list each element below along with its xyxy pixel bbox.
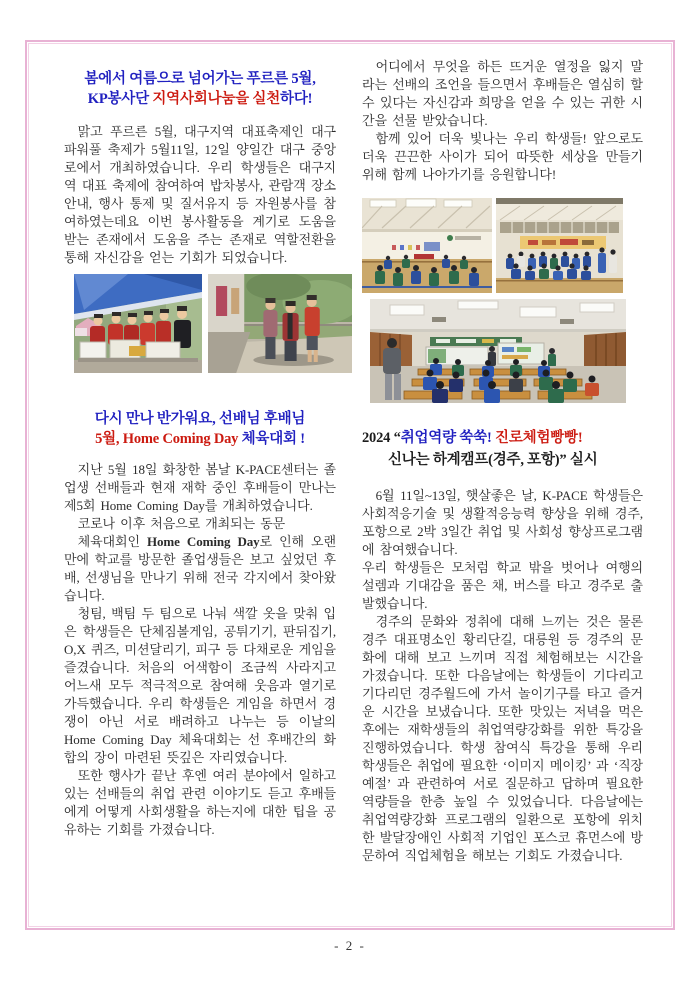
photo-gym-opening-ceremony — [362, 198, 492, 293]
article2-paragraph-6: 어디에서 무엇을 하든 뜨거운 열정을 잃지 말라는 선배의 조언을 들으면서 후배들은 열심히 할 수 있다는 자신감과 희망을 얻을 수 있는 귀한 시간을 선물 받았습니다. — [362, 59, 643, 128]
photo-gym-group-image — [496, 198, 623, 293]
article3-paragraph-1: 6월 11일~13일, 햇살좋은 날, K-PACE 학생들은 사회적응기술 및 생활적응능력 향상을 위해 경주, 포항으로 2박 3일간 취업 및 사회성 향상프로그램에 참여했습니다. — [362, 488, 643, 557]
photo-camp-lecture-room — [370, 299, 626, 403]
article3-title-line1: 2024 “취업역량 쑥쑥! 진로체험빵빵! — [362, 430, 583, 446]
article2-photo-row — [362, 198, 643, 293]
article2-title-line2: 5월, Home Coming Day 체육대회 ! — [95, 431, 305, 447]
article1-title-line1: 봄에서 여름으로 넘어가는 푸르른 5월, — [84, 71, 316, 87]
article2-paragraph-3: 체육대회인 Home Coming Day로 인해 오랜 만에 학교를 방문한 졸업생들은 보고 싶었던 후배, 선생님을 만나기 위해 전국 각지에서 찾아왔습니다. — [64, 534, 336, 603]
photo-volunteer-outdoor — [208, 274, 352, 373]
page-number: - 2 - — [334, 938, 366, 953]
article1-photo-row — [74, 274, 336, 373]
article1-paragraph: 맑고 푸르른 5월, 대구지역 대표축제인 대구 파워풀 축제가 5월11일, 12일 양일간 대구 중앙로에서 개최하였습니다. 우리 학생들은 대구지역 대표 축제에 참여하여 밥차봉사, 관람객 장소안내, 행사 통제 및 질서유지 등 자원봉사를 참여하였는데요 이번 봉사활동을 계기로 도움을 받는 존재에서 도움을 주는 존재로 역할전환을 통해 자신감을 얻는 기회가 되었습니다. — [64, 124, 336, 265]
article1-title-line2: KP봉사단 지역사회나눔을 실천하다! — [87, 91, 313, 107]
article3-paragraph-3: 경주의 문화와 정취에 대해 느끼는 것은 물론 경주 대표명소인 황리단길, 대릉원 등 경주의 문화에 대해 보고 느끼며 직접 체험해보는 시간을 가졌습니다. 또한 다음날에는 학생들이 기다리고 기다리던 경주월드에 가서 놀이기구를 타고 즐거운 시간을 보냈습니다. 또한 맛있는 저녁을 먹은 후에는 재학생들의 취업역량강화를 위한 특강을 진행하였습니다. 학생 참여식 특강을 통해 우리 학생들은 취업에 필요한 ‘이미지 메이킹’ 과 ‘직장 예절’ 과 관련하여 서로 질문하고 답하며 필요한 역량들을 한층 높일 수 있었습니다. 다음날에는 취업역량강화 프로그램의 일환으로 포항에 위치한 발달장애인 사회적 기업인 포스코 휴먼스에 방문하여 직업체험을 해보는 기회도 가졌습니다. — [362, 614, 643, 863]
article2-paragraph-7: 함께 있어 더욱 빛나는 우리 학생들! 앞으로도 더욱 끈끈한 사이가 되어 따뜻한 세상을 만들기 위해 함께 나아가기를 응원합니다! — [362, 131, 643, 182]
article2-paragraph-1: 지난 5월 18일 화창한 봄날 K-PACE센터는 졸업생 선배들과 현재 재학 중인 후배들이 만나는 제5회 Home Coming Day를 개최하였습니다. — [64, 462, 336, 513]
article2-title — [64, 409, 336, 449]
article3-paragraph-2: 우리 학생들은 모처럼 학교 밖을 벗어나 여행의 설렘과 기대감을 품은 채, 버스를 타고 경주로 출발했습니다. — [362, 560, 643, 611]
photo-camp-lecture-room-image — [370, 299, 626, 403]
photo-volunteer-tent — [74, 274, 202, 373]
article1-title — [64, 69, 336, 109]
article2-paragraph-2: 코로나 이후 처음으로 개최되는 동문 — [77, 516, 286, 531]
photo-gym-opening-image — [362, 198, 492, 293]
photo-volunteer-outdoor-image — [208, 274, 352, 373]
article3-title — [362, 427, 643, 471]
article2-title-line1: 다시 만나 반가워요, 선배님 후배님 — [94, 411, 306, 427]
photo-gym-group — [496, 198, 623, 293]
article2-paragraph-4: 청팀, 백팀 두 팀으로 나눠 색깔 옷을 맞춰 입은 학생들은 단체짐볼게임, 공튀기기, 판뒤집기, O,X 퀴즈, 미션달리기, 피구 등 다채로운 게임을 즐겼습니다. 처음의 어색함이 조금씩 사라지고 어느새 모두 적극적으로 참여해 웃음과 열기로 가득했습니다. 우리 학생들은 게임을 하면서 경쟁이 아닌 서로 배려하고 나누는 등 이날의 Home Coming Day 체육대회는 선 후배간의 화합의 장이 마련된 뜻깊은 자리였습니다. — [64, 606, 336, 765]
left-column — [64, 56, 336, 920]
right-column — [362, 56, 643, 920]
article2-paragraph-5: 또한 행사가 끝난 후엔 여러 분야에서 일하고 있는 선배들의 취업 관련 이야기도 듣고 후배들에게 어떻게 사회생활을 하는지에 대한 팁을 공유하는 기회를 가졌습니다. — [64, 768, 336, 837]
photo-volunteer-tent-image — [74, 274, 202, 373]
article3-title-line2: 신나는 하계캠프(경주, 포항)” 실시 — [388, 452, 598, 468]
two-column-layout — [64, 56, 645, 920]
page-border-frame — [25, 40, 675, 930]
